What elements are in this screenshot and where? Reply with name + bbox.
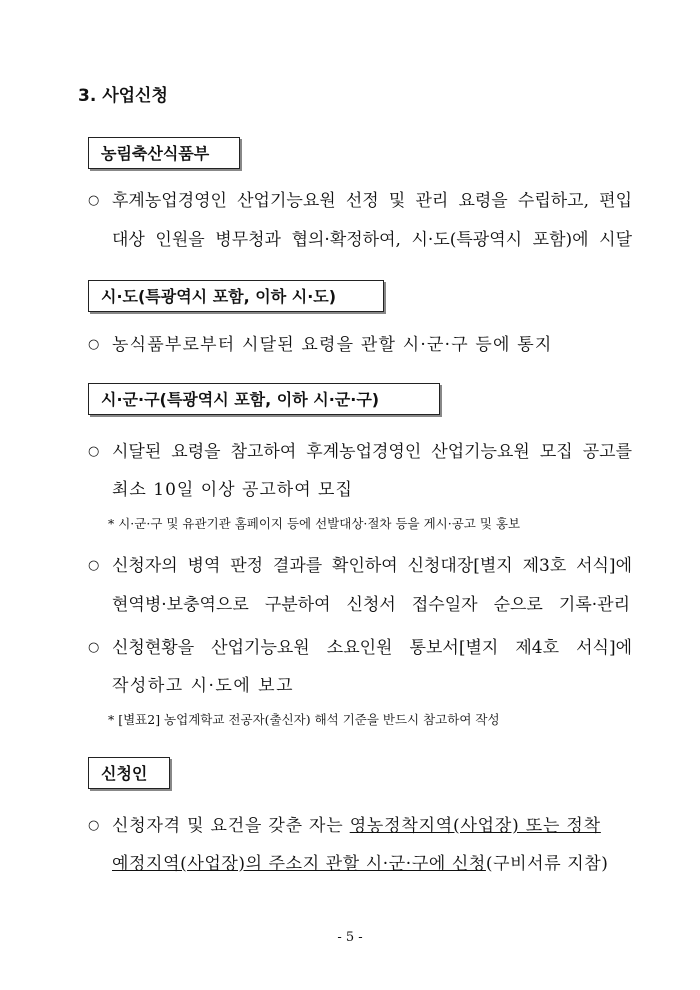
text-underlined: 영농정착지역(사업장) 또는 정착 — [349, 816, 601, 836]
page-number: - 5 - — [337, 930, 363, 945]
text-line: 현역병·보충역으로 구분하여 신청서 접수일자 순으로 기록·관리 — [112, 595, 630, 615]
text-plain: (구비서류 지참) — [485, 854, 609, 874]
text-line — [112, 852, 632, 876]
text-line: 최소 10일 이상 공고하여 모집 — [112, 480, 353, 500]
text-line: 시달된 요령을 참고하여 후계농업경영인 산업기능요원 모집 공고를 — [112, 442, 632, 462]
heading-box-province: 시·도(특광역시 포함, 이하 시·도) — [88, 280, 384, 312]
text-plain: 신청자격 및 요건을 갖춘 자는 — [112, 816, 350, 836]
heading-box-applicant: 신청인 — [88, 757, 170, 789]
section-title: 3. 사업신청 — [78, 86, 168, 106]
bullet-icon: ○ — [88, 337, 100, 352]
bullet-icon: ○ — [88, 444, 100, 459]
bullet-icon: ○ — [88, 193, 100, 208]
text-line: 신청현황을 산업기능요원 소요인원 통보서[별지 제4호 서식]에 — [112, 638, 632, 658]
text-line: 작성하고 시·도에 보고 — [112, 676, 295, 696]
text-line — [112, 814, 632, 838]
note-text: * [별표2] 농업계학교 전공자(출신자) 해석 기준을 반드시 참고하여 작성 — [108, 712, 500, 727]
heading-box-city: 시·군·구(특광역시 포함, 이하 시·군·구) — [88, 383, 440, 415]
bullet-icon: ○ — [88, 558, 100, 573]
text-line: 후계농업경영인 산업기능요원 선정 및 관리 요령을 수립하고, 편입 — [112, 191, 632, 211]
text-line: 농식품부로부터 시달된 요령을 관할 시·군·구 등에 통지 — [112, 335, 553, 355]
text-line: 신청자의 병역 판정 결과를 확인하여 신청대장[별지 제3호 서식]에 — [112, 556, 632, 576]
bullet-icon: ○ — [88, 640, 100, 655]
bullet-icon: ○ — [88, 818, 100, 833]
heading-box-ministry: 농림축산식품부 — [88, 137, 240, 169]
text-line: 대상 인원을 병무청과 협의·확정하여, 시·도(특광역시 포함)에 시달 — [112, 230, 632, 250]
note-text: * 시·군·구 및 유관기관 홈페이지 등에 선발대상·절차 등을 게시·공고 및 홍보 — [108, 516, 521, 531]
text-underlined: 예정지역(사업장)의 주소지 관할 시·군·구에 신청 — [112, 854, 486, 874]
